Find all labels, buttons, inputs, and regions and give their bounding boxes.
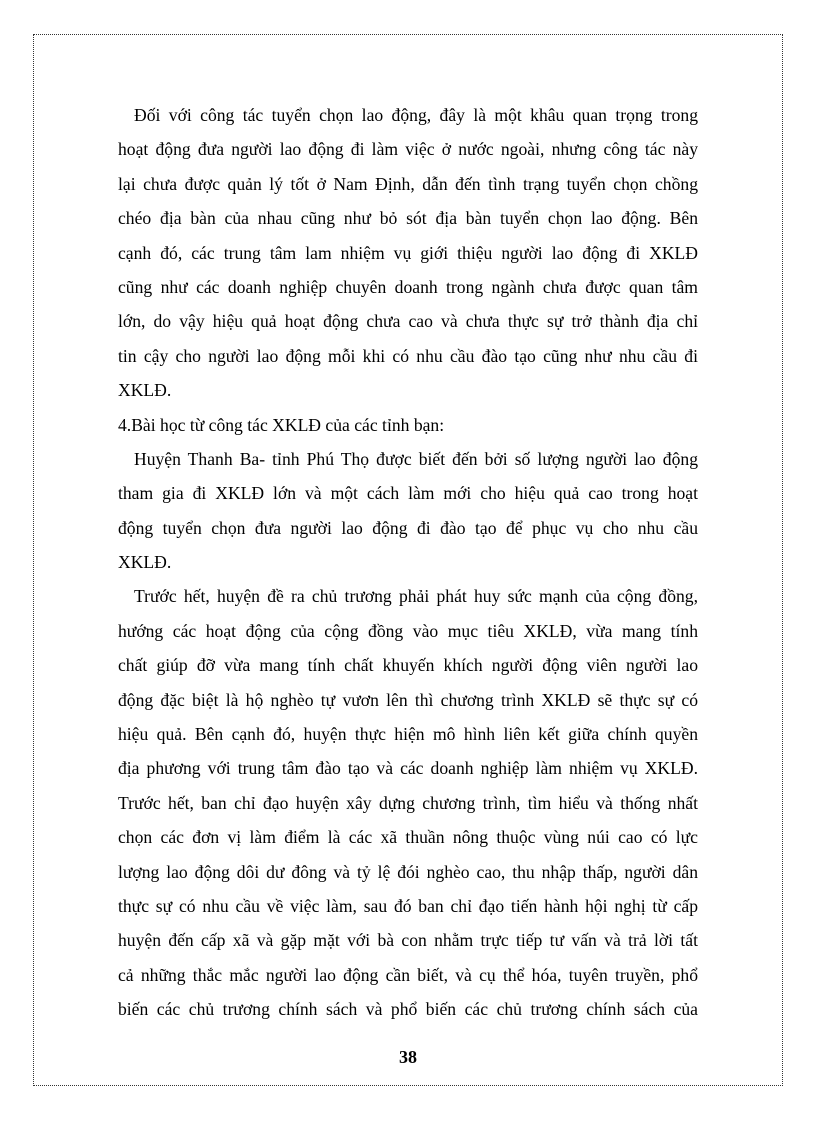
text-line: tin cậy cho người lao động mỗi khi có nhu cầu đào tạo cũng như nhu cầu đi <box>118 345 698 366</box>
text-line: XKLĐ. <box>118 552 172 573</box>
text-line: cũng như các doanh nghiệp chuyên doanh trong ngành chưa được quan tâm <box>118 276 698 297</box>
text-line: huyện đến cấp xã và gặp mặt với bà con nhằm trực tiếp tư vấn và trả lời tất <box>118 930 698 951</box>
paragraph <box>118 98 698 408</box>
text-line: biến các chủ trương chính sách và phổ biến các chủ trương chính sách của <box>118 999 698 1020</box>
section-heading <box>118 408 698 442</box>
text-line: thực sự có nhu cầu về việc làm, sau đó ban chỉ đạo tiến hành hội nghị từ cấp <box>118 895 698 916</box>
text-line: XKLĐ. <box>118 380 172 401</box>
text-line: lượng lao động dôi dư đông và tỷ lệ đói nghèo cao, thu nhập thấp, người dân <box>118 861 698 882</box>
text-line: lại chưa được quản lý tốt ở Nam Định, dẫn đến tình trạng tuyển chọn chồng <box>118 173 698 194</box>
text-line: cạnh đó, các trung tâm lam nhiệm vụ giới thiệu người lao động đi XKLĐ <box>118 242 698 263</box>
text-line: Trước hết, ban chỉ đạo huyện xây dựng chương trình, tìm hiểu và thống nhất <box>118 792 698 813</box>
text-line: động đặc biệt là hộ nghèo tự vươn lên thì chương trình XKLĐ sẽ thực sự có <box>118 689 698 710</box>
text-line: hiệu quả. Bên cạnh đó, huyện thực hiện mô hình liên kết giữa chính quyền <box>118 724 698 745</box>
document-body <box>118 98 698 1027</box>
text-line: chéo địa bàn của nhau cũng như bỏ sót địa bàn tuyển chọn lao động. Bên <box>118 208 698 229</box>
text-line: tham gia đi XKLĐ lớn và một cách làm mới cho hiệu quả cao trong hoạt <box>118 483 698 504</box>
text-line: Trước hết, huyện đề ra chủ trương phải phát huy sức mạnh của cộng đồng, <box>134 586 698 607</box>
paragraph <box>118 442 698 580</box>
text-line: cả những thắc mắc người lao động cần biết, và cụ thể hóa, tuyên truyền, phổ <box>118 964 698 985</box>
text-line: hoạt động đưa người lao động đi làm việc ở nước ngoài, nhưng công tác này <box>118 139 698 160</box>
text-line: Đối với công tác tuyển chọn lao động, đây là một khâu quan trọng trong <box>134 105 698 125</box>
text-line: động tuyển chọn đưa người lao động đi đào tạo để phục vụ cho nhu cầu <box>118 517 698 538</box>
page-number: 38 <box>399 1047 417 1067</box>
text-line: địa phương với trung tâm đào tạo và các doanh nghiệp làm nhiệm vụ XKLĐ. <box>118 758 698 779</box>
text-line: chọn các đơn vị làm điểm là các xã thuần nông thuộc vùng núi cao có lực <box>118 827 698 848</box>
paragraph <box>118 579 698 1026</box>
text-line: Huyện Thanh Ba- tỉnh Phú Thọ được biết đến bởi số lượng người lao động <box>134 448 698 469</box>
text-line: lớn, do vậy hiệu quả hoạt động chưa cao và chưa thực sự trở thành địa chỉ <box>118 311 698 332</box>
text-line: hướng các hoạt động của cộng đồng vào mục tiêu XKLĐ, vừa mang tính <box>118 620 698 641</box>
text-line: 4.Bài học từ công tác XKLĐ của các tỉnh bạn: <box>118 414 445 435</box>
text-line: chất giúp đỡ vừa mang tính chất khuyến khích người động viên người lao <box>118 655 698 676</box>
